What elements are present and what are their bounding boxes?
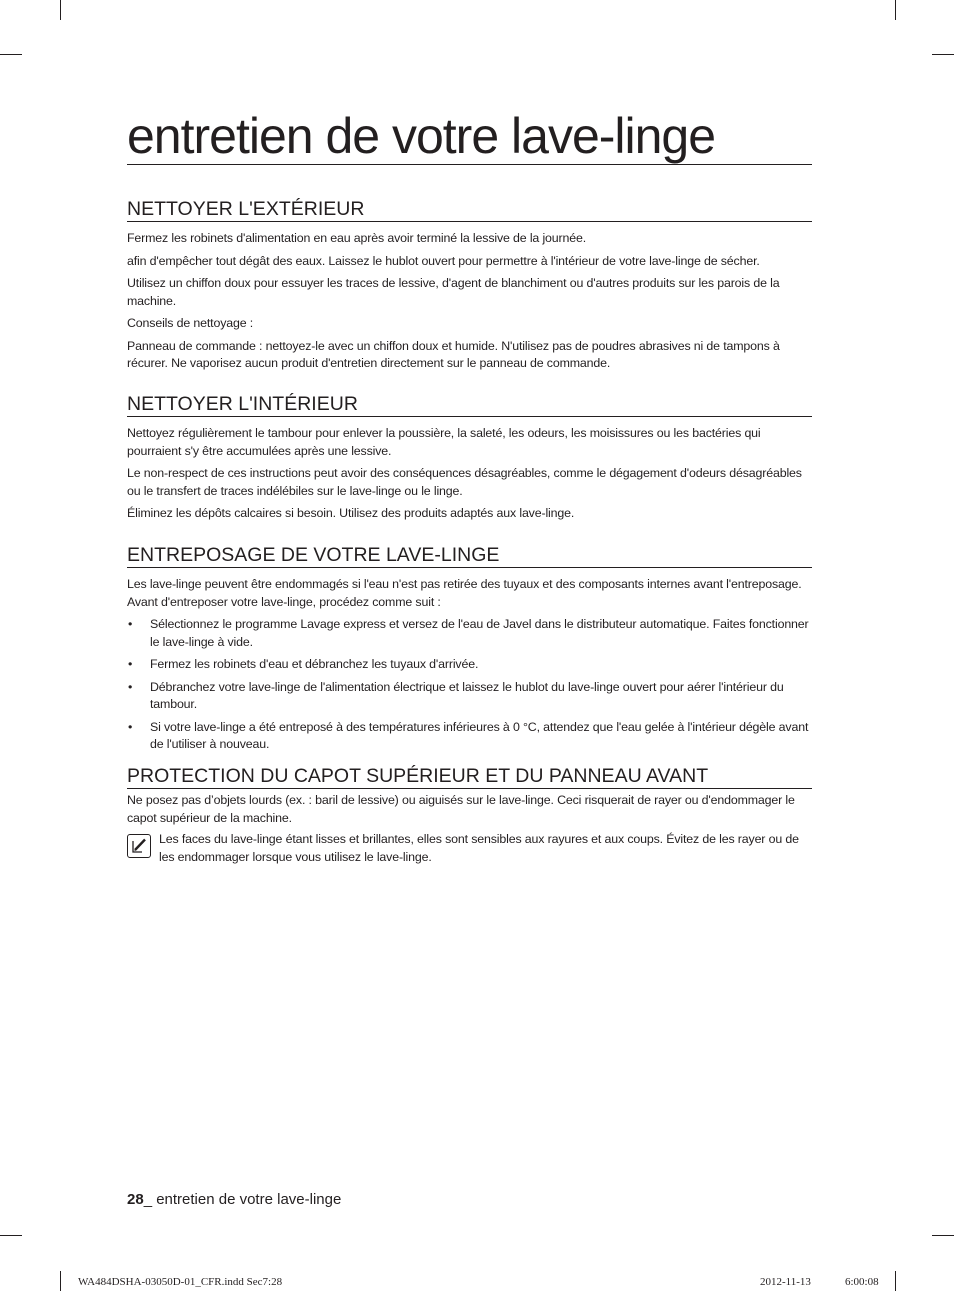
- list-item: [127, 679, 812, 714]
- bullet-icon: •: [128, 719, 133, 734]
- section-heading: NETTOYER L'INTÉRIEUR: [127, 393, 812, 417]
- bullet-icon: •: [128, 679, 133, 694]
- paragraph: Conseils de nettoyage :: [127, 316, 254, 330]
- list-item-text: Fermez les robinets d'eau et débranchez les tuyaux d'arrivée.: [150, 657, 479, 671]
- crop-mark: [60, 1271, 61, 1291]
- page-footer: [127, 1191, 341, 1208]
- title-rule: [127, 164, 812, 165]
- section-heading: ENTREPOSAGE DE VOTRE LAVE-LINGE: [127, 544, 812, 568]
- paragraph: Le non-respect de ces instructions peut avoir des conséquences désagréables, comme le dégagement d'odeurs désagréables ou le transfert de traces indélébiles sur le lave-linge ou le linge.: [127, 466, 802, 498]
- note-text: Les faces du lave-linge étant lisses et brillantes, elles sont sensibles aux rayures et aux coups. Évitez de les rayer ou de les endommager lorsque vous utilisez le lave-linge.: [159, 832, 799, 864]
- paragraph: Les lave-linge peuvent être endommagés si l'eau n'est pas retirée des tuyaux et des composants internes avant l'entreposage. Avant d'entreposer votre lave-linge, procédez comme suit :: [127, 577, 802, 609]
- pencil-note-icon: [127, 834, 151, 858]
- list-item-text: Si votre lave-linge a été entreposé à des températures inférieures à 0 °C, attendez que l'eau gelée à l'intérieur dégèle avant de l'utiliser à nouveau.: [150, 719, 809, 751]
- section-exterior: [127, 198, 812, 373]
- bullet-list: [127, 616, 812, 754]
- crop-mark: [932, 54, 954, 55]
- crop-mark: [0, 54, 22, 55]
- paragraph: Ne posez pas d’objets lourds (ex. : baril de lessive) ou aiguisés sur le lave-linge. Ceci risquerait de rayer ou d'endommager le capot supérieur de la machine.: [127, 793, 795, 825]
- paragraph: Nettoyez régulièrement le tambour pour enlever la poussière, la saleté, les odeurs, les moisissures ou les bactéries qui pourraient s'y être accumulées après une lessive.: [127, 426, 761, 458]
- crop-mark: [932, 1235, 954, 1236]
- bullet-icon: •: [128, 657, 133, 671]
- crop-mark: [60, 0, 61, 20]
- bullet-icon: •: [128, 617, 133, 631]
- list-item: [127, 616, 812, 651]
- paragraph: Panneau de commande : nettoyez-le avec un chiffon doux et humide. N'utilisez pas de poudres abrasives ni de tampons à récurer. Ne vaporisez aucun produit d'entretien directement sur le panneau de commande.: [127, 338, 780, 370]
- list-item-text: Sélectionnez le programme Lavage express et versez de l'eau de Javel dans le distributeur automatique. Faites fonctionner le lave-linge à vide.: [150, 617, 809, 649]
- section-protection: [127, 765, 812, 866]
- page-title: entretien de votre lave-linge: [127, 108, 716, 164]
- page-number: 28: [127, 1191, 144, 1208]
- list-item: [127, 719, 812, 754]
- paragraph: Éliminez les dépôts calcaires si besoin. Utilisez des produits adaptés aux lave-linge.: [127, 506, 575, 520]
- crop-mark: [895, 1271, 896, 1291]
- crop-mark: [895, 0, 896, 20]
- slug-date: 2012-11-13: [760, 1276, 811, 1288]
- note-block: [127, 831, 812, 866]
- list-item-text: Débranchez votre lave-linge de l'alimentation électrique et laissez le hublot du lave-linge ouvert pour aérer l'intérieur du tambour.: [150, 679, 784, 711]
- slug-time: 6:00:08: [845, 1276, 879, 1288]
- crop-mark: [0, 1235, 22, 1236]
- section-storage: [127, 544, 812, 754]
- paragraph: afin d'empêcher tout dégât des eaux. Laissez le hublot ouvert pour permettre à l'intérieur de votre lave-linge de sécher.: [127, 253, 760, 268]
- list-item: [127, 656, 812, 674]
- slug-file: WA484DSHA-03050D-01_CFR.indd Sec7:28: [78, 1276, 283, 1288]
- paragraph: Utilisez un chiffon doux pour essuyer les traces de lessive, d'agent de blanchiment ou d'autres produits sur les parois de la machine.: [127, 276, 780, 308]
- footer-text: _ entretien de votre lave-linge: [143, 1191, 342, 1208]
- section-heading: PROTECTION DU CAPOT SUPÉRIEUR ET DU PANNEAU AVANT: [127, 765, 812, 789]
- paragraph: Fermez les robinets d'alimentation en eau après avoir terminé la lessive de la journée.: [127, 231, 587, 245]
- section-interior: [127, 393, 812, 523]
- section-heading: NETTOYER L'EXTÉRIEUR: [127, 198, 812, 222]
